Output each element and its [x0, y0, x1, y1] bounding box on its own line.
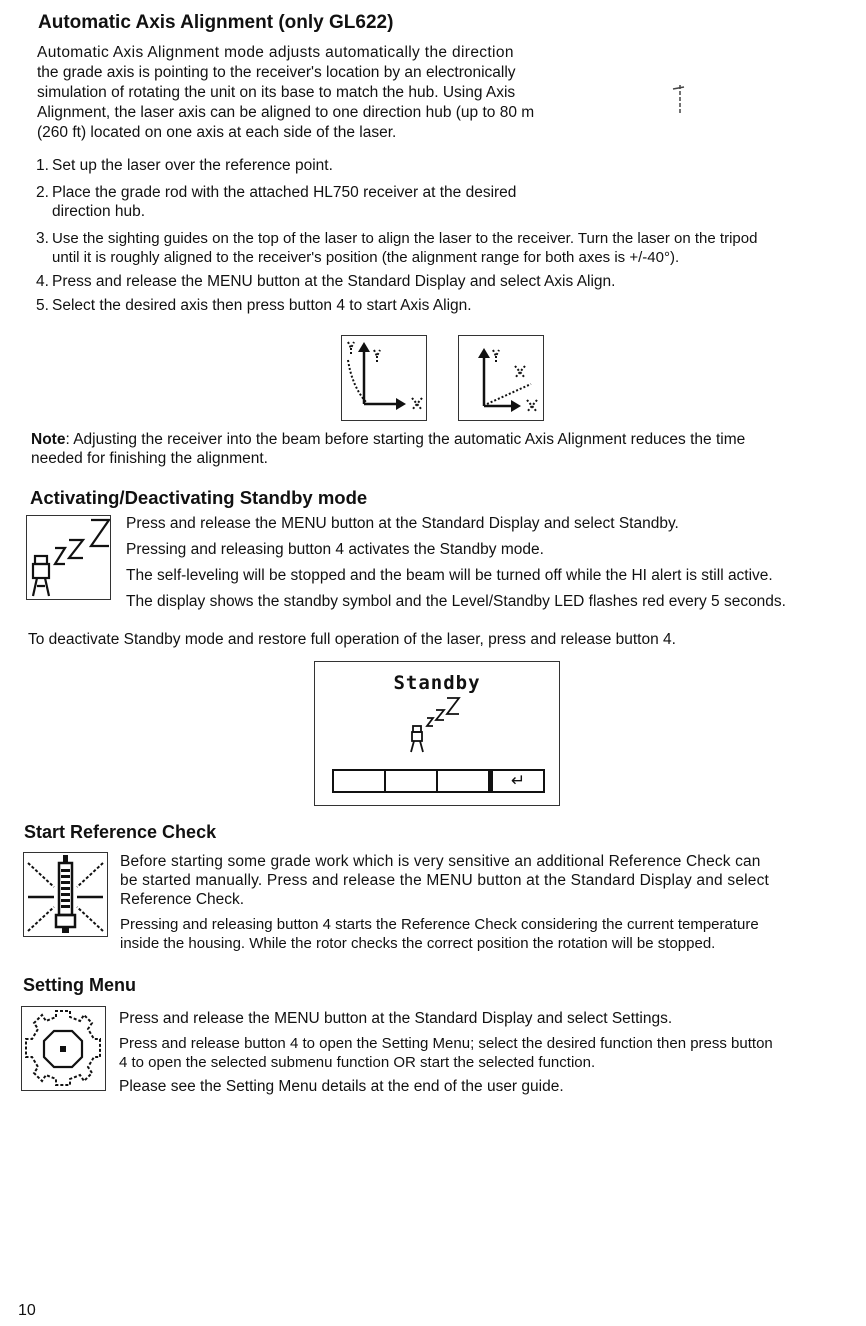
axis-alignment-note — [31, 430, 861, 468]
axis-alignment-intro — [37, 43, 597, 143]
step-item: 2. Place the grade rod with the attached HL750 receiver at the desired direction hub. — [36, 184, 517, 220]
intro-line: Automatic Axis Alignment mode adjusts automatically the direction — [37, 44, 514, 61]
standby-display-screen — [314, 661, 560, 806]
x-axis-align-icon — [458, 335, 544, 421]
reference-check-description — [120, 852, 860, 953]
settings-gear-icon — [21, 1006, 106, 1091]
standby-icon — [26, 515, 111, 600]
standby-line: Press and release the MENU button at the Standard Display and select Standby. — [126, 515, 679, 532]
page-number: 10 — [18, 1302, 36, 1319]
standby-description — [126, 514, 866, 612]
softkey-enter-icon[interactable]: ↵ — [490, 769, 545, 793]
step-item: 4. Press and release the MENU button at the Standard Display and select Axis Align. — [36, 273, 616, 290]
standby-line: The display shows the standby symbol and the Level/Standby LED flashes red every 5 seconds. — [126, 593, 786, 610]
standby-deactivate-text: To deactivate Standby mode and restore full operation of the laser, press and release button 4. — [28, 631, 676, 648]
intro-line: Alignment, the laser axis can be aligned to one direction hub (up to 80 m — [37, 104, 535, 121]
reference-check-line: be started manually. Press and release the MENU button at the Standard Display and select — [120, 872, 770, 889]
section-title-axis-alignment: Automatic Axis Alignment (only GL622) — [38, 12, 394, 33]
reference-check-line: Pressing and releasing button 4 starts the Reference Check considering the current temperature — [120, 916, 759, 933]
softkey-1[interactable] — [332, 769, 386, 793]
note-text: needed for finishing the alignment. — [31, 450, 268, 467]
standby-line: Pressing and releasing button 4 activates the Standby mode. — [126, 541, 544, 558]
standby-line: The self-leveling will be stopped and the beam will be turned off while the HI alert is still active. — [126, 567, 773, 584]
step-item: 1. Set up the laser over the reference point. — [36, 157, 333, 174]
intro-line: simulation of rotating the unit on its base to match the hub. Using Axis — [37, 84, 516, 101]
note-label: Note — [31, 431, 66, 448]
setting-menu-line: Please see the Setting Menu details at the end of the user guide. — [119, 1078, 564, 1095]
y-axis-align-icon — [341, 335, 427, 421]
reference-check-icon — [23, 852, 108, 937]
reference-check-line: Reference Check. — [120, 891, 245, 908]
reference-check-line: Before starting some grade work which is very sensitive an additional Reference Check can — [120, 853, 761, 870]
setting-menu-line: 4 to open the selected submenu function OR start the selected function. — [119, 1054, 596, 1071]
step-item: 3. Use the sighting guides on the top of the laser to align the laser to the receiver. Turn the laser on the tripod until it is roughly aligned to the receiver's position (the alignment range for both axes is +/-40°). — [36, 230, 758, 266]
display-title: Standby — [393, 672, 481, 694]
display-softkey-bar — [332, 769, 545, 793]
setting-menu-line: Press and release the MENU button at the Standard Display and select Settings. — [119, 1010, 673, 1027]
section-title-setting-menu: Setting Menu — [23, 975, 136, 995]
axis-alignment-steps — [36, 156, 866, 316]
setting-menu-description — [119, 1009, 864, 1097]
display-standby-symbol-icon — [407, 696, 467, 756]
scan-artifact-icon — [670, 75, 690, 115]
note-text: : Adjusting the receiver into the beam before starting the automatic Axis Alignment reduces the time — [65, 431, 746, 448]
intro-line: the grade axis is pointing to the receiver's location by an electronically — [37, 64, 516, 81]
intro-line: (260 ft) located on one axis at each side of the laser. — [37, 124, 397, 141]
step-item: 5. Select the desired axis then press button 4 to start Axis Align. — [36, 297, 472, 314]
section-title-standby: Activating/Deactivating Standby mode — [30, 487, 368, 508]
section-title-reference-check: Start Reference Check — [24, 822, 217, 842]
reference-check-line: inside the housing. While the rotor checks the correct position the rotation will be stopped. — [120, 935, 716, 952]
softkey-3[interactable] — [438, 769, 490, 793]
setting-menu-line: Press and release button 4 to open the Setting Menu; select the desired function then press button — [119, 1035, 773, 1052]
softkey-2[interactable] — [386, 769, 438, 793]
